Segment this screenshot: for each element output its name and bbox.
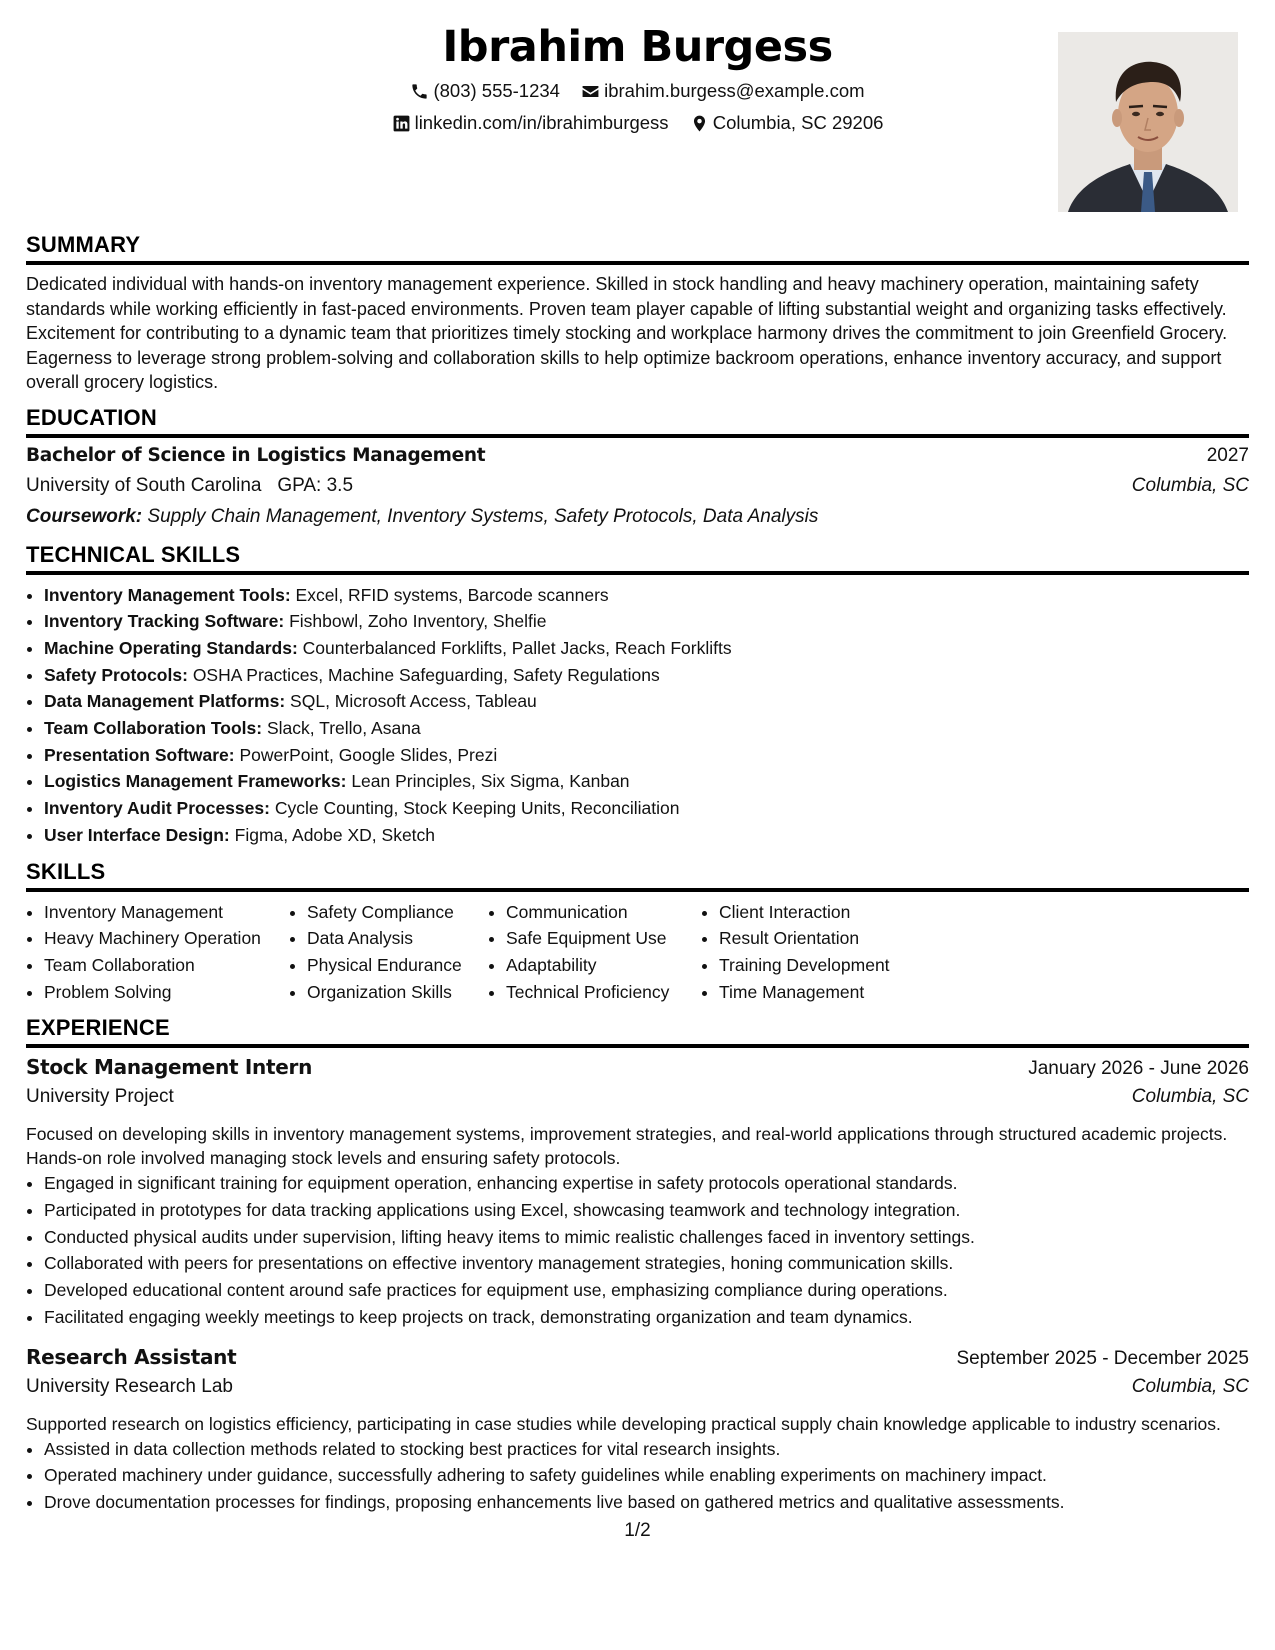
job-organization: University Research Lab xyxy=(26,1375,233,1397)
job-location: Columbia, SC xyxy=(1131,1086,1249,1108)
technical-skill-item xyxy=(44,608,1249,635)
technical-skill-item xyxy=(44,822,1249,849)
education-section xyxy=(26,405,1249,528)
technical-skill-item xyxy=(44,742,1249,769)
location-text: Columbia, SC 29206 xyxy=(712,112,884,133)
resume-header xyxy=(26,18,1249,210)
skill-item: • Inventory Management xyxy=(44,899,289,926)
technical-skills-section xyxy=(26,542,1249,849)
graduation-year: 2027 xyxy=(1206,444,1249,466)
technical-skill-value: Slack, Trello, Asana xyxy=(266,718,421,739)
section-divider xyxy=(26,434,1249,438)
technical-skill-label: Logistics Management Frameworks: xyxy=(44,771,347,792)
skill-item: • Organization Skills xyxy=(307,979,488,1006)
job-org-row xyxy=(26,1376,1249,1407)
technical-skill-value: Lean Principles, Six Sigma, Kanban xyxy=(351,771,630,792)
skills-column xyxy=(488,899,701,1006)
technical-skills-heading: TECHNICAL SKILLS xyxy=(26,541,241,567)
phone-icon xyxy=(410,82,429,101)
coursework xyxy=(26,506,1249,528)
job-description: Focused on developing skills in inventory management systems, improvement strategies, and real-world applications through structured academic projects. Hands-on role involved managing stock levels and ensuring safety protocols. xyxy=(26,1124,1228,1169)
section-divider xyxy=(26,1044,1249,1048)
technical-skill-label: Safety Protocols: xyxy=(44,664,188,685)
job-bullets xyxy=(26,1170,1249,1330)
linkedin-icon xyxy=(392,114,411,133)
skill-item: • Problem Solving xyxy=(44,979,289,1006)
technical-skill-value: Fishbowl, Zoho Inventory, Shelfie xyxy=(289,611,547,632)
skill-item: • Technical Proficiency xyxy=(506,979,701,1006)
technical-skill-item xyxy=(44,662,1249,689)
technical-skill-label: Machine Operating Standards: xyxy=(44,637,298,658)
job-title-row xyxy=(26,1345,1249,1376)
experience-entry xyxy=(26,1345,1249,1516)
technical-skill-label: Inventory Tracking Software: xyxy=(44,611,285,632)
job-title-row xyxy=(26,1055,1249,1086)
technical-skill-label: Presentation Software: xyxy=(44,744,235,765)
experience-list xyxy=(26,1055,1249,1515)
profile-photo xyxy=(1058,32,1238,212)
contact-linkedin[interactable] xyxy=(392,112,669,134)
job-organization: University Project xyxy=(26,1086,174,1108)
technical-skill-label: User Interface Design: xyxy=(44,824,230,845)
degree-title: Bachelor of Science in Logistics Management xyxy=(26,444,486,466)
experience-entry xyxy=(26,1055,1249,1330)
skills-section xyxy=(26,859,1249,1006)
school-location: Columbia, SC xyxy=(1131,474,1249,496)
section-divider xyxy=(26,571,1249,575)
technical-skill-value: Cycle Counting, Stock Keeping Units, Reconciliation xyxy=(274,798,680,819)
technical-skills-list xyxy=(26,582,1249,849)
job-bullet: • Engaged in significant training for equipment operation, enhancing expertise in safety protocols operational standards. xyxy=(44,1170,1249,1197)
education-heading: EDUCATION xyxy=(26,404,157,430)
contact-email[interactable] xyxy=(581,80,864,102)
summary-section xyxy=(26,232,1249,395)
skill-item: • Safe Equipment Use xyxy=(506,925,701,952)
job-bullet: • Drove documentation processes for findings, proposing enhancements live based on gathered metrics and qualitative assessments. xyxy=(44,1489,1249,1516)
coursework-list: Supply Chain Management, Inventory Systems, Safety Protocols, Data Analysis xyxy=(147,505,819,527)
job-bullet: • Assisted in data collection methods related to stocking best practices for vital research insights. xyxy=(44,1436,1249,1463)
school-name: University of South Carolina xyxy=(26,474,262,496)
job-title: Stock Management Intern xyxy=(26,1055,313,1080)
job-bullet: • Participated in prototypes for data tracking applications using Excel, showcasing teamwork and technology integration. xyxy=(44,1197,1249,1224)
technical-skill-label: Team Collaboration Tools: xyxy=(44,718,263,739)
phone-text: (803) 555-1234 xyxy=(433,80,560,101)
linkedin-text: linkedin.com/in/ibrahimburgess xyxy=(414,112,669,133)
contact-phone[interactable] xyxy=(410,80,560,102)
technical-skill-label: Inventory Management Tools: xyxy=(44,584,291,605)
skill-item: • Adaptability xyxy=(506,952,701,979)
skill-item: • Team Collaboration xyxy=(44,952,289,979)
skills-grid xyxy=(26,899,1249,1006)
email-text: ibrahim.burgess@example.com xyxy=(604,80,865,101)
technical-skill-value: Figma, Adobe XD, Sketch xyxy=(234,824,436,845)
school-and-gpa xyxy=(26,475,353,497)
job-bullet: • Developed educational content around safe practices for equipment use, emphasizing compliance during operations. xyxy=(44,1277,1249,1304)
skill-item: • Physical Endurance xyxy=(307,952,488,979)
technical-skill-value: Counterbalanced Forklifts, Pallet Jacks, Reach Forklifts xyxy=(302,637,732,658)
skill-item: • Time Management xyxy=(719,979,921,1006)
technical-skill-value: OSHA Practices, Machine Safeguarding, Safety Regulations xyxy=(192,664,660,685)
section-divider xyxy=(26,261,1249,265)
job-dates: January 2026 - June 2026 xyxy=(1028,1058,1249,1080)
skill-item: • Heavy Machinery Operation xyxy=(44,925,289,952)
skills-column xyxy=(289,899,488,1006)
job-title: Research Assistant xyxy=(26,1344,237,1369)
skill-item: • Communication xyxy=(506,899,701,926)
technical-skill-item xyxy=(44,715,1249,742)
education-school-row xyxy=(26,475,1249,505)
technical-skill-value: Excel, RFID systems, Barcode scanners xyxy=(295,584,609,605)
job-bullet: • Collaborated with peers for presentations on effective inventory management strategies, honing communication skills. xyxy=(44,1250,1249,1277)
map-pin-icon xyxy=(690,114,709,133)
job-bullets xyxy=(26,1436,1249,1516)
resume-page xyxy=(26,18,1249,1530)
technical-skill-item xyxy=(44,688,1249,715)
technical-skill-item xyxy=(44,768,1249,795)
coursework-label: Coursework: xyxy=(26,505,143,527)
skill-item: • Result Orientation xyxy=(719,925,921,952)
technical-skill-item xyxy=(44,635,1249,662)
experience-heading: EXPERIENCE xyxy=(26,1015,170,1041)
summary-text: Dedicated individual with hands-on inventory management experience. Skilled in stock handling and heavy machinery operation, maintaining safety standards while working efficiently in fast-paced environments. Proven team player capable of lifting substantial weight and organizing tasks effectively. Excitement for contributing to a dynamic team that prioritizes timely stocking and workplace harmony drives the commitment to join Greenfield Grocery. Eagerness to leverage strong problem-solving and collaboration skills to help optimize backroom operations, enhance inventory accuracy, and support overall grocery logistics. xyxy=(26,274,1228,392)
section-divider xyxy=(26,888,1249,892)
technical-skill-label: Data Management Platforms: xyxy=(44,691,286,712)
skills-column xyxy=(701,899,921,1006)
skill-item: • Safety Compliance xyxy=(307,899,488,926)
job-bullet: • Conducted physical audits under supervision, lifting heavy items to mimic realistic challenges faced in inventory settings. xyxy=(44,1224,1249,1251)
education-degree-row xyxy=(26,445,1249,475)
skill-item: • Client Interaction xyxy=(719,899,921,926)
candidate-name: Ibrahim Burgess xyxy=(442,22,833,72)
technical-skill-item xyxy=(44,795,1249,822)
job-org-row xyxy=(26,1086,1249,1117)
technical-skill-value: SQL, Microsoft Access, Tableau xyxy=(290,691,537,712)
job-bullet: • Facilitated engaging weekly meetings to keep projects on track, demonstrating organization and team dynamics. xyxy=(44,1304,1249,1331)
gpa: GPA: 3.5 xyxy=(277,474,354,496)
technical-skill-item xyxy=(44,582,1249,609)
envelope-icon xyxy=(581,82,600,101)
technical-skill-value: PowerPoint, Google Slides, Prezi xyxy=(239,744,498,765)
skills-column xyxy=(26,899,289,1006)
skill-item: • Data Analysis xyxy=(307,925,488,952)
contact-location xyxy=(690,112,884,134)
summary-heading: SUMMARY xyxy=(26,232,141,257)
job-dates: September 2025 - December 2025 xyxy=(956,1347,1249,1369)
job-description: Supported research on logistics efficiency, participating in case studies while developing practical supply chain knowledge applicable to industry scenarios. xyxy=(26,1413,1221,1434)
job-location: Columbia, SC xyxy=(1131,1375,1249,1397)
skills-heading: SKILLS xyxy=(26,858,106,884)
technical-skill-label: Inventory Audit Processes: xyxy=(44,798,270,819)
job-bullet: • Operated machinery under guidance, successfully adhering to safety guidelines while enabling experiments on machinery impact. xyxy=(44,1462,1249,1489)
skill-item: • Training Development xyxy=(719,952,921,979)
experience-section xyxy=(26,1015,1249,1515)
page-number: 1/2 xyxy=(624,1520,651,1541)
